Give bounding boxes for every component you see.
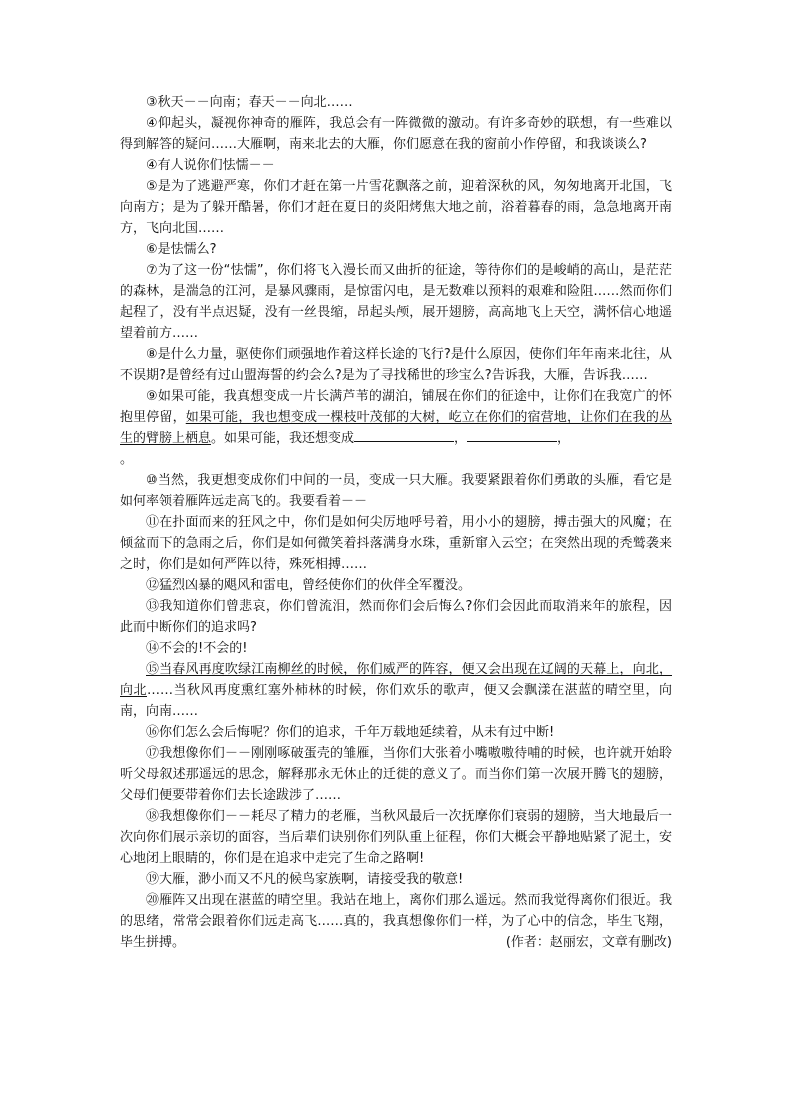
answer-blank-2[interactable] bbox=[467, 428, 557, 442]
paragraph-4: ④仰起头，凝视你神奇的雁阵，我总会有一阵微微的激动。有许多奇妙的联想，有一些难以得到解答的疑问……大雁啊，南来北去的大雁，你们愿意在我的窗前小作停留，和我谈谈么? bbox=[120, 116, 672, 152]
paragraph-16-text: ……当秋风再度熏红塞外柿林的时候，你们欢乐的歌声，便又会飘漾在湛蓝的晴空里，向南，向南…… bbox=[120, 683, 672, 719]
paragraph-18: ⑰我想像你们－－刚刚啄破蛋壳的雏雁，当你们大张着小嘴嗷嗷待哺的时候，也许就开始聆听父母叙述那遥远的思念，解释那永无休止的迁徙的意义了。而当你们第一次展开腾飞的翅膀，父母们便要带着你们去长途跋涉了…… bbox=[120, 746, 672, 803]
paragraph-21-text: ⑳雁阵又出现在湛蓝的晴空里。我站在地上，离你们那么遥远。然而我觉得离你们很近。我的思绪，常常会跟着你们远走高飞……真的，我真想像你们一样，为了心中的信念，毕生飞翔，毕生拼搏。 bbox=[120, 893, 672, 950]
blank-end-comma: ， bbox=[557, 431, 571, 446]
paragraph-5: ④有人说你们怯懦－－ bbox=[146, 158, 275, 173]
blank-separator: ， bbox=[454, 431, 468, 446]
paragraph-11: ⑩当然，我更想变成你们中间的一员，变成一只大雁。我要紧跟着你们勇敢的头雁，看它是如何率领着雁阵远走高飞的。我要看着－－ bbox=[120, 473, 672, 509]
paragraph-8: ⑦为了这一份“怯懦”，你们将飞入漫长而又曲折的征途，等待你们的是峻峭的高山，是茫茫的森林，是湍急的江河，是暴风骤雨，是惊雷闪电，是无数难以预料的艰难和险阻……然而你们起程了，没有半点迟疑，没有一丝畏缩，昂起头颅，展开翅膀，高高地飞上天空，满怀信心地遥望着前方…… bbox=[120, 263, 672, 341]
paragraph-6: ⑤是为了逃避严寒，你们才赶在第一片雪花飘落之前，迎着深秋的风，匆匆地离开北国，飞向南方；是为了躲开酷暑，你们才赶在夏日的炎阳烤焦大地之前，浴着暮春的雨，急急地离开南方，飞向北国…… bbox=[120, 179, 672, 236]
paragraph-21 bbox=[120, 890, 672, 953]
answer-blank-1[interactable] bbox=[354, 428, 454, 442]
paragraph-13: ⑫猛烈凶暴的飓风和雷电，曾经使你们的伙伴全军覆没。 bbox=[146, 578, 472, 593]
paragraph-3: ③秋天－－向南；春天－－向北…… bbox=[146, 95, 353, 110]
underlined-sentence-tree: 如果可能，我也想变成一棵枝叶茂郁的大树，屹立在你们的宿营地，让你们在我的丛生的臂膀上栖息 bbox=[120, 410, 672, 446]
paragraph-20: ⑲大雁，渺小而又不凡的候鸟家族啊，请接受我的敬意! bbox=[146, 872, 464, 887]
article-body bbox=[120, 92, 672, 953]
paragraph-10-period: 。 bbox=[120, 452, 134, 467]
paragraph-14: ⑬我知道你们曾悲哀，你们曾流泪，然而你们会后悔么?你们会因此而取消来年的旅程，因此而中断你们的追求吗? bbox=[120, 599, 672, 635]
paragraph-9: ⑧是什么力量，驱使你们顽强地作着这样长途的飞行?是什么原因，使你们年年南来北往，从不误期?是曾经有过山盟海誓的约会么?是为了寻找稀世的珍宝么?告诉我，大雁，告诉我…… bbox=[120, 347, 672, 383]
underlined-sentence-spring: ⑮当春风再度吹绿江南柳丝的时候，你们威严的阵容，便又会出现在辽阔的天幕上，向北，向北 bbox=[120, 662, 672, 698]
paragraph-10-text-a: ⑨如果可能，我真想变成一片长满芦苇的湖泊，铺展在你们的征途中，让你们在我宽广的怀抱里停留， bbox=[120, 389, 672, 425]
paragraph-16 bbox=[120, 659, 672, 722]
paragraph-19: ⑱我想像你们－－耗尽了精力的老雁，当秋风最后一次抚摩你们衰弱的翅膀，当大地最后一次向你们展示亲切的面容，当后辈们诀别你们列队重上征程，你们大概会平静地贴紧了泥土，安心地闭上眼睛的，你们是在追求中走完了生命之路啊! bbox=[120, 809, 672, 866]
paragraph-12: ⑪在扑面而来的狂风之中，你们是如何尖厉地呼号着，用小小的翅膀，搏击强大的风魔；在倾盆而下的急雨之后，你们是如何微笑着抖落满身水珠，重新窜入云空；在突然出现的秃鹫袭来之时，你们是如何严阵以待，殊死相搏…… bbox=[120, 515, 672, 572]
paragraph-15: ⑭不会的!不会的! bbox=[146, 641, 248, 656]
paragraph-10-text-b: 。如果可能，我还想变成 bbox=[211, 431, 355, 446]
paragraph-17: ⑯你们怎么会后悔呢？你们的追求，千年万载地延续着，从未有过中断! bbox=[146, 725, 555, 740]
author-note: (作者：赵丽宏，文章有删改) bbox=[505, 935, 672, 950]
paragraph-7: ⑥是怯懦么? bbox=[146, 242, 217, 257]
paragraph-10 bbox=[120, 386, 672, 449]
